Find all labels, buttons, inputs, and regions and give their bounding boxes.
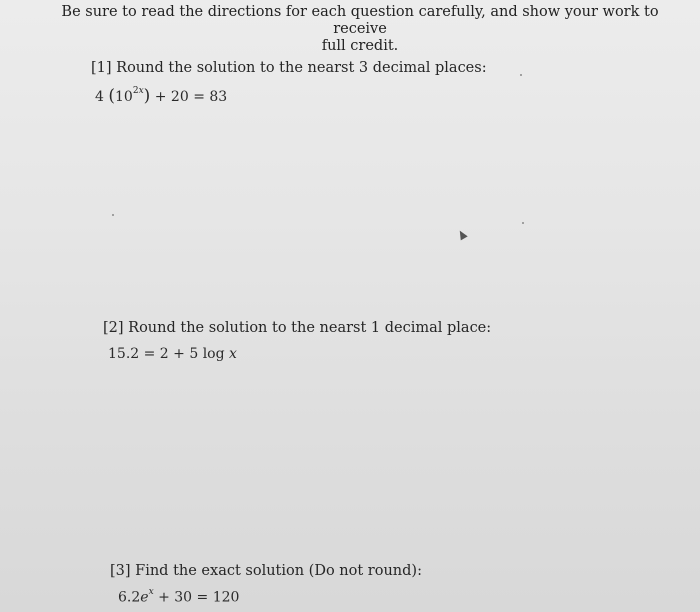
paper-speck: [522, 222, 524, 224]
q3-exp-var: x: [148, 587, 154, 597]
question-2-equation: [108, 346, 237, 362]
directions-text: [40, 4, 680, 55]
q3-base: e: [140, 589, 149, 606]
question-2-label: [2] Round the solution to the nearst 1 decimal place:: [103, 320, 492, 336]
q3-coef: 6.2: [118, 589, 141, 606]
q3-rest: + 30 = 120: [158, 589, 240, 606]
pointer-mark-icon: [456, 229, 467, 241]
q1-exp-var: x: [138, 86, 144, 97]
paper-speck: [520, 74, 522, 76]
question-1-label: [1] Round the solution to the nearst 3 decimal places:: [91, 60, 487, 76]
q1-coef: 4: [95, 89, 104, 105]
q1-exp-num: 2: [132, 86, 139, 97]
q1-base: 10: [115, 89, 133, 105]
question-1-equation: 4 $(10^{2x}) + 20 = 83$: [95, 86, 228, 106]
question-3-label: [3] Find the exact solution (Do not round):: [110, 563, 422, 579]
directions-line-2: full credit.: [321, 38, 399, 54]
q2-left: 15.2 = 2 + 5 log: [108, 346, 225, 362]
q1-rest: + 20 = 83: [154, 89, 228, 105]
question-3-equation: [118, 589, 239, 606]
directions-line-1: Be sure to read the directions for each question carefully, and show your work to receive: [61, 4, 659, 37]
q2-var: x: [229, 346, 237, 362]
paper-speck: [112, 214, 114, 216]
